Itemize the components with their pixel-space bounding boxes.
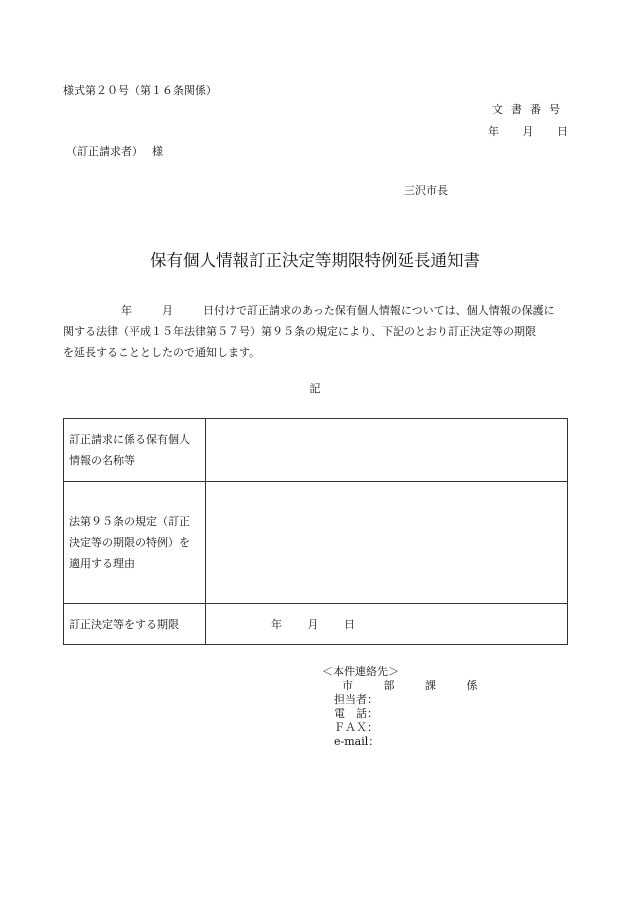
contact-department: 市 部 課 係: [342, 679, 478, 692]
contact-header: ＜本件連絡先＞: [322, 665, 399, 678]
row-label-deadline: [64, 604, 206, 645]
contact-fax: ＦＡＸ：: [334, 721, 378, 734]
deadline-date: 年 月 日: [271, 617, 355, 631]
label-line: 訂正請求に係る保有個人: [69, 433, 190, 446]
label-line: 情報の名称等: [69, 454, 135, 467]
form-number: 様式第２０号（第１６条関係）: [63, 84, 217, 97]
detail-table: [63, 418, 568, 645]
label-line: 適用する理由: [69, 557, 135, 570]
document-date-label: 年 月 日: [488, 125, 568, 138]
issuer-name: 三沢市長: [404, 184, 448, 197]
row-value-reason[interactable]: [206, 482, 568, 604]
body-year: 年: [121, 304, 132, 317]
table-row: [64, 482, 568, 604]
label-line: 訂正決定等をする期限: [69, 617, 179, 631]
contact-phone: 電 話：: [334, 707, 378, 720]
recipient-line: （訂正請求者） 様: [66, 145, 163, 158]
body-line3: を延長することとしたので通知します。: [63, 346, 261, 359]
label-line: 法第９５条の規定（訂正: [69, 515, 190, 528]
document-number-label: 文書番号: [492, 103, 568, 116]
row-value-info-name[interactable]: [206, 419, 568, 482]
row-label-reason: [64, 482, 206, 604]
contact-block: [318, 665, 478, 749]
label-line: 決定等の期限の特例）を: [69, 536, 190, 549]
body-paragraph: [63, 300, 575, 363]
body-line2: 関する法律（平成１５年法律第５７号）第９５条の規定により、下記のとおり訂正決定等の期限: [63, 325, 536, 338]
row-label-info-name: [64, 419, 206, 482]
table-row: [64, 419, 568, 482]
body-line1: 日付けで訂正請求のあった保有個人情報については、個人情報の保護に: [203, 304, 555, 317]
row-value-deadline[interactable]: [206, 604, 568, 645]
body-month: 月: [162, 304, 173, 317]
ki-mark: 記: [309, 382, 321, 395]
contact-person: 担当者：: [334, 693, 378, 706]
contact-email: e-mail：: [334, 735, 380, 748]
table-row: [64, 604, 568, 645]
document-title: 保有個人情報訂正決定等期限特例延長通知書: [150, 251, 480, 270]
